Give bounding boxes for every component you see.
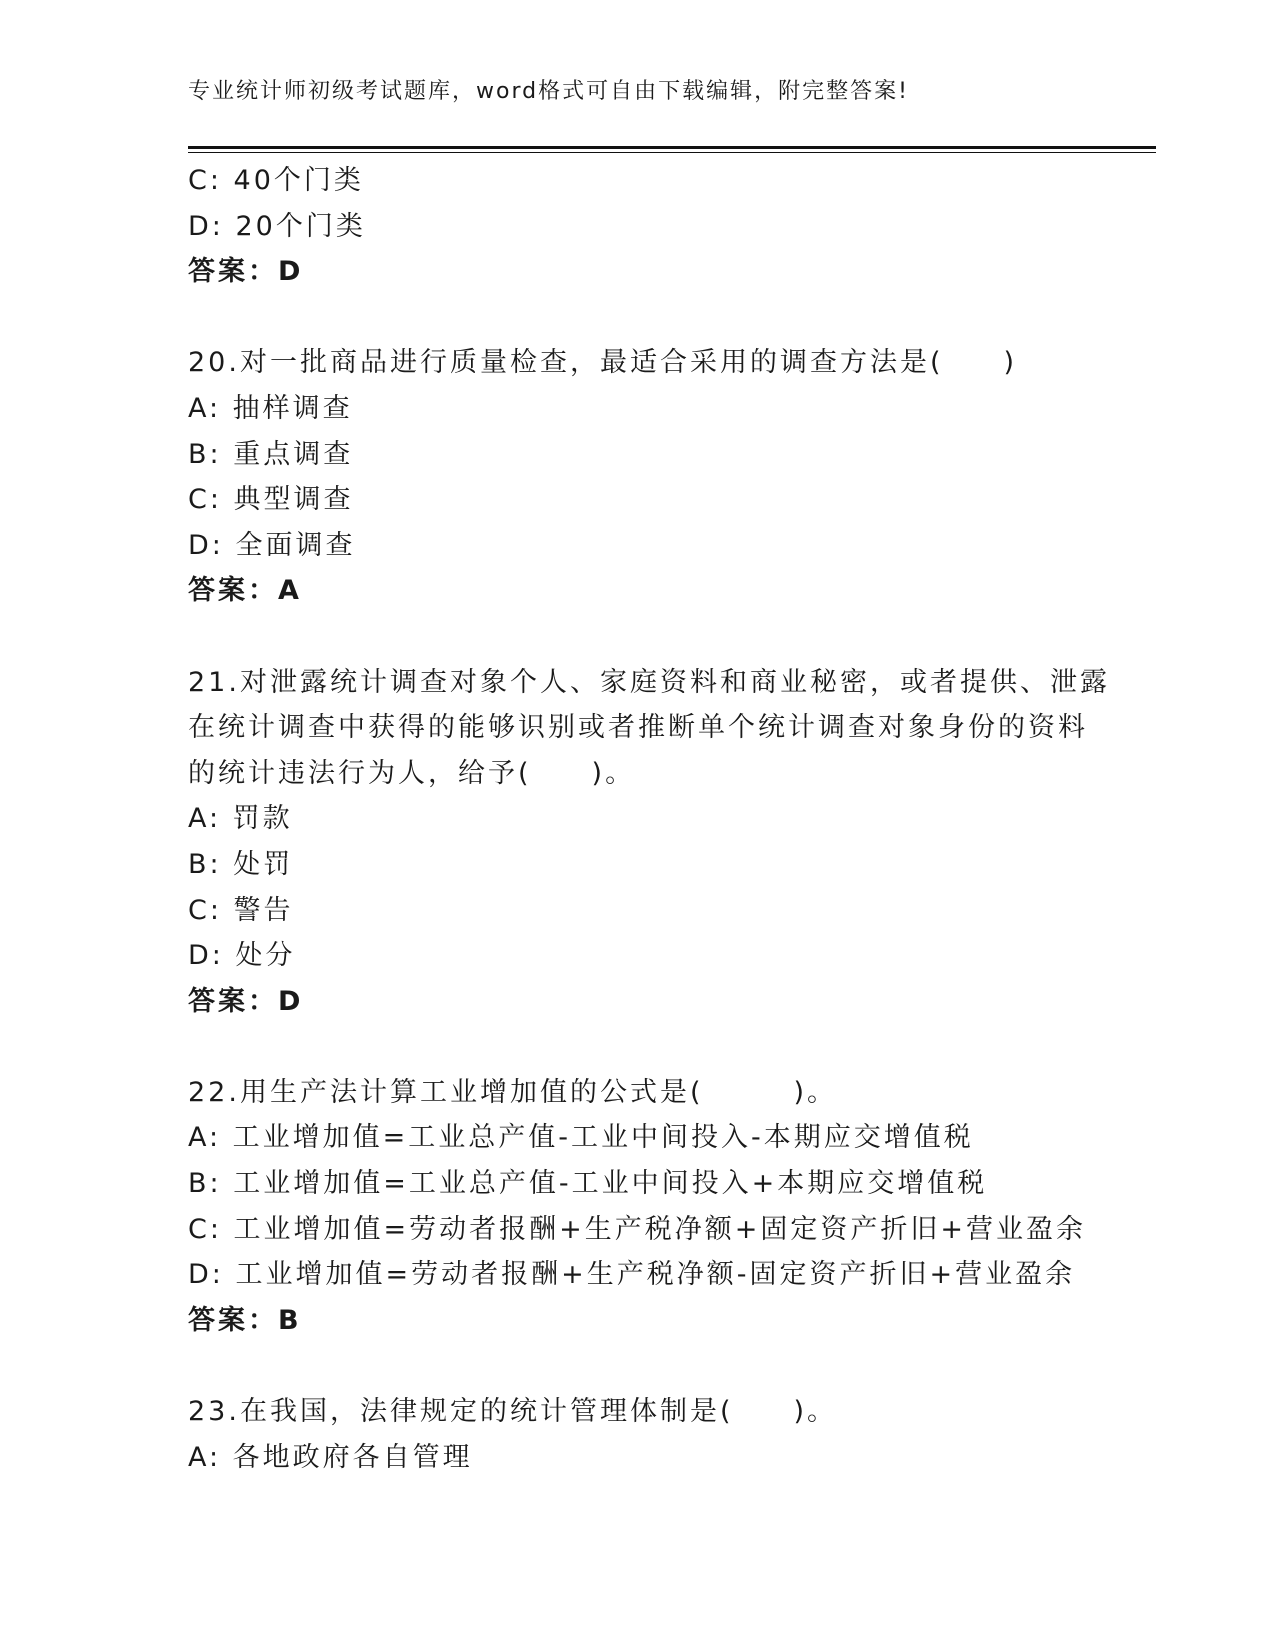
spacer [188,295,1088,341]
question-stem: 22.用生产法计算工业增加值的公式是( )。 [188,1076,838,1108]
question-stem: 23.在我国，法律规定的统计管理体制是( )。 [188,1396,838,1428]
option-line: C: 40个门类 [188,165,364,196]
spacer [188,614,1088,660]
spacer [188,1024,1088,1070]
spacer [188,1343,1088,1389]
option-line: A: 罚款 [188,803,293,835]
option-line: C: 警告 [188,894,294,926]
option-line: D: 20个门类 [188,210,366,242]
option-line: D: 工业增加值=劳动者报酬+生产税净额-固定资产折旧+营业盈余 [188,1259,1076,1291]
option-line: B: 处罚 [188,848,294,880]
question-stem: 21.对泄露统计调查对象个人、家庭资料和商业秘密，或者提供、泄露 [188,666,1110,698]
header-divider-thin [188,152,1156,153]
question-list [188,158,1110,1480]
answer-line: 答案：B [188,1304,302,1336]
option-line: C: 典型调查 [188,484,354,516]
option-line: B: 工业增加值=工业总产值-工业中间投入+本期应交增值税 [188,1168,988,1200]
header-divider-thick [188,146,1156,149]
page-header: 专业统计师初级考试题库，word格式可自由下载编辑，附完整答案! [188,79,909,104]
question-stem: 在统计调查中获得的能够识别或者推断单个统计调查对象身份的资料 [188,712,1088,744]
answer-line: 答案：A [188,575,302,607]
option-line: D: 全面调查 [188,529,356,561]
option-line: A: 抽样调查 [188,392,353,424]
answer-line: 答案：D [188,985,304,1017]
question-stem: 的统计违法行为人，给予( )。 [188,757,636,789]
option-line: B: 重点调查 [188,438,354,470]
option-line: C: 工业增加值=劳动者报酬+生产税净额+固定资产折旧+营业盈余 [188,1213,1087,1245]
option-line: A: 工业增加值=工业总产值-工业中间投入-本期应交增值税 [188,1122,974,1154]
option-line: D: 处分 [188,940,296,972]
question-stem: 20.对一批商品进行质量检查，最适合采用的调查方法是( ) [188,347,1018,379]
answer-line: 答案：D [188,256,304,288]
option-line: A: 各地政府各自管理 [188,1441,473,1473]
